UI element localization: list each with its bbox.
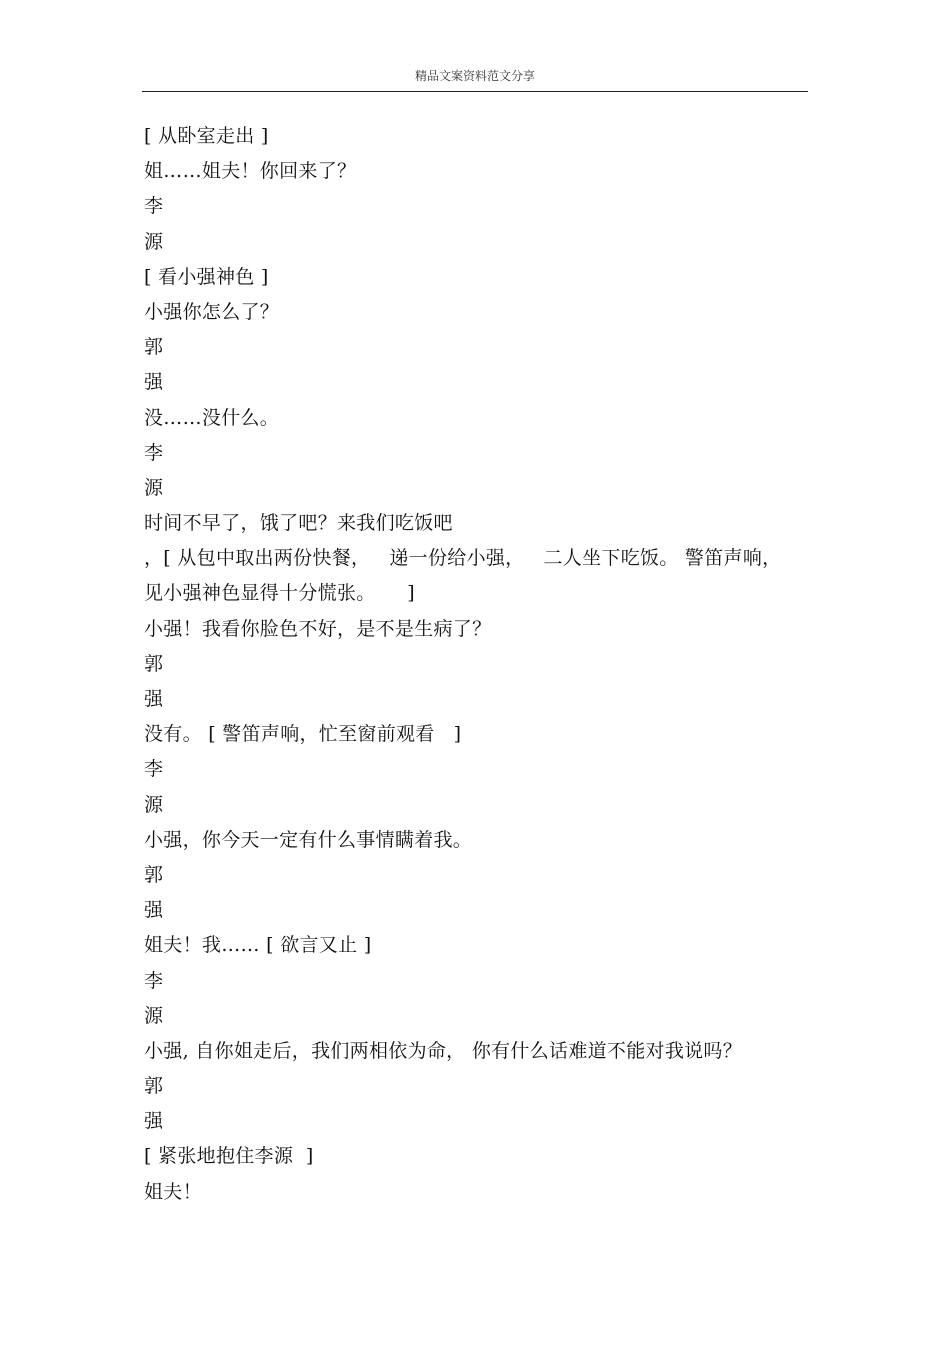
header-title: 精品文案资料范文分享: [414, 69, 535, 83]
script-line: 没有。 [ 警笛声响，忙至窗前观看 ]: [144, 723, 462, 746]
speaker-name-char: 源: [144, 230, 164, 253]
speaker-name-char: 源: [144, 1004, 164, 1027]
script-line: 没……没什么。: [144, 406, 280, 429]
script-line: 姐……姐夫！你回来了？: [144, 160, 357, 183]
script-line: 姐夫！: [144, 1180, 202, 1203]
page-header: [142, 66, 808, 92]
speaker-name-char: 强: [144, 688, 164, 710]
speaker-name-char: 郭: [144, 336, 164, 359]
speaker-name-char: 李: [144, 969, 164, 992]
stage-direction: [ 紧张地抱住李源 ]: [144, 1145, 314, 1168]
speaker-name-char: 源: [144, 793, 164, 816]
script-body: [144, 119, 824, 1210]
stage-direction: 见小强神色显得十分慌张。 ]: [144, 582, 416, 605]
script-line: 小强你怎么了？: [144, 300, 280, 323]
speaker-name-char: 强: [144, 371, 164, 394]
speaker-name-char: 李: [144, 441, 164, 464]
speaker-name-char: 郭: [144, 863, 164, 886]
speaker-name-char: 李: [144, 758, 164, 781]
script-line: 时间不早了，饿了吧？来我们吃饭吧: [144, 512, 453, 535]
script-line: 姐夫！我…… [ 欲言又止 ]: [144, 934, 372, 957]
stage-direction: ，[ 从包中取出两份快餐， 递一份给小强， 二人坐下吃饭。 警笛声响，: [144, 547, 782, 570]
speaker-name-char: 郭: [144, 1075, 164, 1098]
speaker-name-char: 郭: [144, 652, 164, 675]
script-line: 小强！我看你脸色不好，是不是生病了？: [144, 617, 492, 640]
script-line: 小强, 自你姐走后，我们两相依为命， 你有什么话难道不能对我说吗？: [144, 1039, 743, 1062]
speaker-name-char: 源: [144, 476, 164, 499]
script-line: 小强，你今天一定有什么事情瞒着我。: [144, 828, 473, 851]
speaker-name-char: 强: [144, 899, 164, 922]
stage-direction: [ 看小强神色 ]: [144, 265, 269, 288]
speaker-name-char: 李: [144, 195, 164, 218]
script-line: [ 从卧室走出 ]: [144, 125, 269, 147]
speaker-name-char: 强: [144, 1110, 164, 1133]
